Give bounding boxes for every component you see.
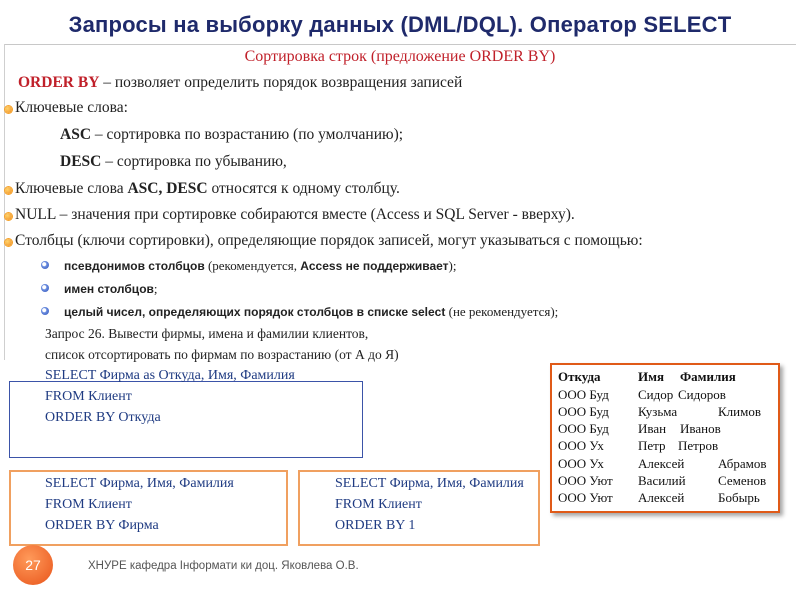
one-column-keywords: ASC, DESC — [127, 180, 208, 197]
page-number: 27 — [25, 557, 41, 573]
sub-item-bold: Access не поддерживает — [300, 259, 449, 273]
code-line: FROM Клиент — [335, 497, 422, 512]
table-cell: Петров — [678, 438, 719, 453]
table-cell: Василий — [638, 473, 686, 488]
code-line: ORDER BY 1 — [335, 518, 416, 533]
one-column-line — [15, 180, 400, 198]
table-header: Откуда — [558, 369, 601, 384]
left-divider — [4, 44, 5, 360]
code-line: SELECT Фирма, Имя, Фамилия — [45, 476, 234, 491]
footer-text: ХНУРЕ кафедра Інформати ки доц. Яковлева О.В. — [88, 560, 359, 572]
table-cell: Кузьма — [638, 404, 678, 419]
bullet-icon — [5, 239, 12, 246]
query-description — [45, 326, 368, 342]
table-cell: Иван — [638, 421, 667, 436]
table-cell: Алексей — [638, 456, 685, 471]
table-cell: Сидоров — [678, 387, 726, 402]
table-header: Фамилия — [680, 369, 736, 384]
code-line: SELECT Фирма as Откуда, Имя, Фамилия — [45, 368, 295, 383]
order-by-description: – позволяет определить порядок возвращения записей — [99, 74, 463, 91]
page-number-badge — [13, 545, 53, 585]
table-cell: ООО Уют — [558, 473, 613, 488]
title-divider — [4, 44, 796, 45]
code-line: FROM Клиент — [45, 497, 132, 512]
table-cell: Климов — [718, 404, 761, 419]
one-column-prefix: Ключевые слова — [15, 180, 128, 197]
table-cell: ООО Ух — [558, 438, 604, 453]
table-cell: ООО Ух — [558, 456, 604, 471]
desc-keyword: DESC — [60, 153, 102, 170]
asc-keyword: ASC — [60, 126, 92, 143]
bullet-icon — [5, 106, 12, 113]
desc-line — [60, 153, 287, 171]
sub-item-aliases — [64, 258, 456, 274]
sub-item-names — [64, 281, 158, 297]
asc-line — [60, 126, 403, 144]
result-table — [550, 363, 780, 513]
table-cell: Алексей — [638, 490, 685, 505]
order-by-keyword: ORDER BY — [18, 74, 100, 91]
null-line: NULL – значения при сортировке собираются вместе (Access и SQL Server - вверху). — [15, 206, 575, 223]
sub-item-bold: псевдонимов столбцов — [64, 259, 205, 273]
sub-item-bold: целый чисел, определяющих порядок столбцов в списке select — [64, 305, 446, 319]
keywords-label: Ключевые слова: — [15, 99, 128, 116]
asc-description: – сортировка по возрастанию (по умолчанию); — [91, 126, 404, 143]
table-cell: ООО Уют — [558, 490, 613, 505]
table-cell: Иванов — [680, 421, 721, 436]
desc-description: – сортировка по убыванию, — [101, 153, 287, 170]
table-cell: Семенов — [718, 473, 767, 488]
code-line: ORDER BY Откуда — [45, 410, 161, 425]
table-header: Имя — [638, 369, 664, 384]
order-by-line — [18, 74, 462, 92]
sub-bullet-icon — [41, 261, 49, 269]
bullet-icon — [5, 213, 12, 220]
table-cell: ООО Буд — [558, 421, 609, 436]
bullet-icon — [5, 187, 12, 194]
sub-bullet-icon — [41, 307, 49, 315]
slide-title: Запросы на выборку данных (DML/DQL). Оператор SELECT — [68, 12, 732, 37]
query-text-line: Запрос 26. Вывести фирмы, имена и фамилии клиентов, — [45, 326, 369, 341]
sub-item-text: (рекомендуется, — [204, 258, 301, 273]
sub-item-text: (не рекомендуется); — [445, 304, 559, 319]
columns-line: Столбцы (ключи сортировки), определяющие порядок записей, могут указываться с помощью: — [15, 232, 643, 249]
sub-item-bold: имен столбцов — [64, 282, 154, 296]
table-cell: ООО Буд — [558, 404, 609, 419]
table-cell: Бобырь — [718, 490, 760, 505]
query-description: список отсортировать по фирмам по возрастанию (от А до Я) — [45, 347, 399, 362]
sub-item-text: ; — [153, 281, 158, 296]
sub-bullet-icon — [41, 284, 49, 292]
code-line: ORDER BY Фирма — [45, 518, 159, 533]
table-cell: Абрамов — [718, 456, 767, 471]
sub-item-integers — [64, 304, 558, 320]
slide-subtitle: Сортировка строк (предложение ORDER BY) — [244, 48, 556, 65]
table-cell: Сидор — [638, 387, 674, 402]
table-cell: Петр — [638, 438, 666, 453]
table-cell: ООО Буд — [558, 387, 609, 402]
sub-item-text: ); — [448, 258, 457, 273]
code-line: SELECT Фирма, Имя, Фамилия — [335, 476, 524, 491]
code-line: FROM Клиент — [45, 389, 132, 404]
one-column-suffix: относятся к одному столбцу. — [207, 180, 400, 197]
